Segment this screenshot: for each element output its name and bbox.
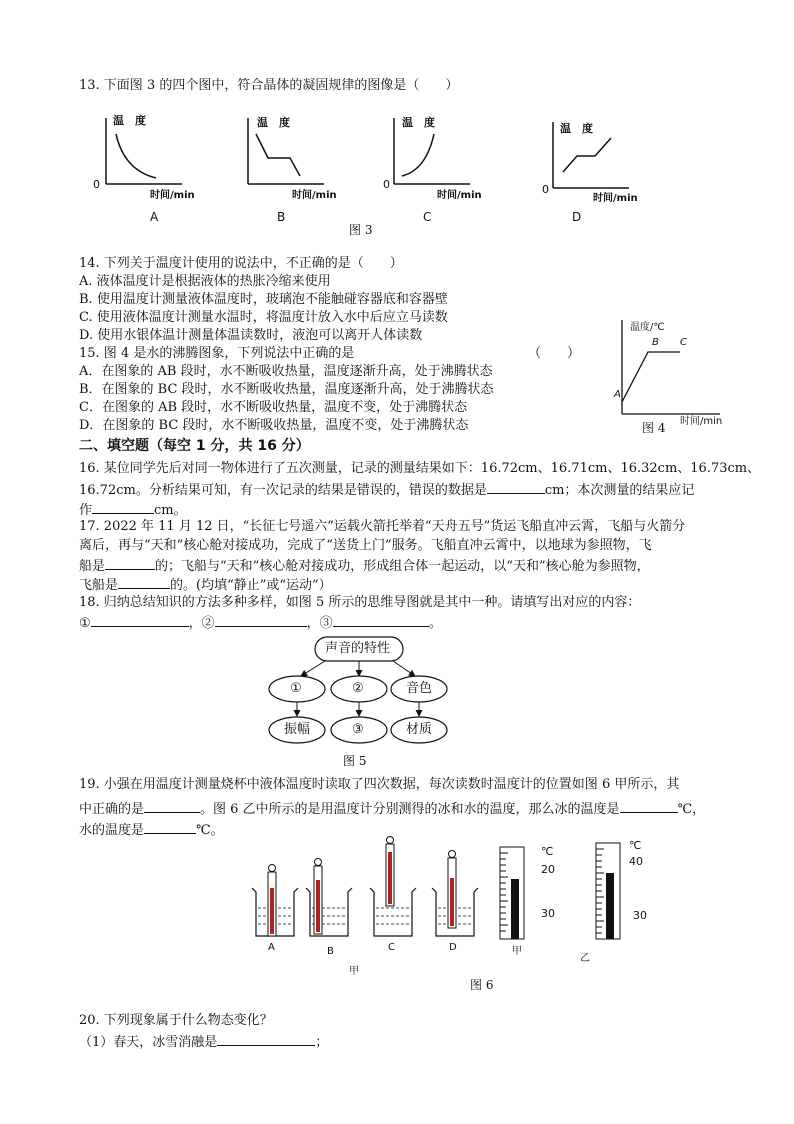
q16-blank-result[interactable] — [92, 500, 154, 514]
q16-line3: 作 cm。 — [79, 500, 187, 520]
q16-line2: 16.72cm。分析结果可知，有一次记录的结果是错误的，错误的数据是 cm；本次测量的结果应记 — [79, 480, 694, 500]
therm1-bottom: 30 — [541, 907, 555, 920]
q13-c-option: C — [423, 210, 432, 224]
q15-xlabel: 时间/min — [680, 416, 723, 427]
q15-paren: （ ） — [528, 346, 581, 361]
therm1-unit: ℃ — [541, 845, 554, 858]
q19-line3: 水的温度是 ℃。 — [79, 820, 224, 840]
beaker-b-label: B — [327, 946, 334, 957]
q18-line1: 18. 归纳总结知识的方法多种多样，如图 5 所示的思维导图就是其中一种。请填写出对应的内容： — [79, 595, 641, 610]
q20-blank-1[interactable] — [217, 1032, 315, 1046]
q15-option-c: C．在图象的 AB 段时，水不断吸收热量，温度不变，处于沸腾状态 — [79, 400, 468, 415]
q19-blank-ice[interactable] — [620, 799, 678, 813]
mindmap-n1: ① — [290, 681, 302, 696]
q13-a-xlabel: 时间/min — [150, 190, 195, 201]
q18-blank-2[interactable] — [215, 613, 307, 627]
mindmap-root: 声音的特性 — [325, 641, 391, 656]
q15-graph — [608, 318, 728, 418]
q17-line1: 17. 2022 年 11 月 12 日，“长征七号遥六”运载火箭托举着“天舟五号”货运飞船直冲云霄，飞船与火箭分 — [79, 519, 686, 534]
q13-b-option: B — [277, 210, 286, 224]
q13-a-origin: 0 — [93, 178, 100, 191]
q15-ylabel: 温度/℃ — [630, 322, 665, 333]
q14-option-a: A. 液体温度计是根据液体的热胀冷缩来使用 — [79, 274, 331, 289]
q13-d-option: D — [572, 210, 582, 224]
q13-b-xlabel: 时间/min — [292, 190, 337, 201]
q17-line2: 离后，再与“天和”核心舱对接成功，完成了“送货上门”服务。飞船直冲云霄中，以地球为参照物，飞 — [79, 538, 652, 553]
q17-line4: 飞船是 的。(均填“静止”或“运动”） — [79, 575, 332, 595]
q16-blank-error[interactable] — [487, 480, 545, 494]
yi-label: 乙 — [580, 953, 590, 964]
therm2-bottom: 30 — [633, 909, 647, 922]
q19-blank-correct[interactable] — [144, 799, 200, 813]
q18-caption: 图 5 — [343, 754, 367, 768]
q19-line1: 19. 小强在用温度计测量烧杯中液体温度时读取了四次数据，每次读数时温度计的位置如图 6 甲所示，其 — [79, 777, 680, 792]
therm2-unit: ℃ — [629, 839, 642, 852]
q20-item1: （1）春天，冰雪消融是 ； — [79, 1032, 328, 1052]
beaker-c-label: C — [388, 942, 395, 953]
mindmap-c2: ③ — [352, 722, 364, 737]
jia-scale-label: 甲 — [512, 946, 522, 957]
q13-caption: 图 3 — [349, 223, 373, 237]
q19-caption: 图 6 — [470, 978, 494, 992]
q20-stem: 20. 下列现象属于什么物态变化？ — [79, 1013, 273, 1028]
q17-blank-1[interactable] — [105, 556, 155, 570]
q17-blank-2[interactable] — [118, 575, 170, 589]
q13-c-origin: 0 — [383, 178, 390, 191]
q15-caption: 图 4 — [642, 421, 666, 435]
mindmap-n3: 音色 — [406, 681, 433, 696]
q19-line2: 中正确的是 。图 6 乙中所示的是用温度计分别测得的冰和水的温度，那么冰的温度是 ℃， — [79, 799, 705, 819]
q15-point-c: C — [680, 337, 687, 348]
q19-blank-water[interactable] — [144, 820, 196, 834]
q13-b-ylabel: 温 度 — [257, 116, 290, 129]
q13-c-xlabel: 时间/min — [437, 190, 482, 201]
q15-point-a: A — [614, 389, 621, 400]
q15-option-d: D．在图象的 BC 段时，水不断吸收热量，温度不变，处于沸腾状态 — [79, 418, 469, 433]
section2-title: 二、填空题（每空 1 分，共 16 分） — [79, 438, 310, 454]
q15-point-b: B — [652, 337, 659, 348]
q14-option-c: C. 使用液体温度计测量水温时，将温度计放入水中后应立马读数 — [79, 310, 448, 325]
q17-line3: 船是 的；飞船与“天和”核心舱对接成功，形成组合体一起运动，以“天和”核心舱为参照物， — [79, 556, 650, 576]
q13-stem: 13. 下面图 3 的四个图中，符合晶体的凝固规律的图像是（ ） — [79, 78, 459, 93]
beaker-d-label: D — [449, 942, 457, 953]
q18-blank-3[interactable] — [333, 613, 429, 627]
q13-a-ylabel: 温 度 — [113, 114, 146, 127]
q15-stem: 15. 图 4 是水的沸腾图象，下列说法中正确的是 — [79, 346, 355, 361]
q16-line1: 16. 某位同学先后对同一物体进行了五次测量，记录的测量结果如下：16.72cm、16.71cm、16.32cm、16.73cm、 — [79, 461, 761, 476]
q13-d-origin: 0 — [542, 183, 549, 196]
q14-option-d: D. 使用水银体温计测量体温读数时，液泡可以离开人体读数 — [79, 328, 423, 343]
mindmap-n2: ② — [352, 681, 364, 696]
beaker-a-label: A — [268, 942, 275, 953]
q15-option-b: B．在图象的 BC 段时，水不断吸收热量，温度逐渐升高，处于沸腾状态 — [79, 382, 494, 397]
q13-d-ylabel: 温 度 — [560, 122, 593, 135]
therm1-top: 20 — [541, 863, 555, 876]
therm2-top: 40 — [629, 855, 643, 868]
q14-option-b: B. 使用温度计测量液体温度时，玻璃泡不能触碰容器底和容器壁 — [79, 292, 448, 307]
q13-a-option: A — [150, 210, 159, 224]
mindmap-c1: 振幅 — [284, 722, 311, 737]
q13-d-xlabel: 时间/min — [593, 193, 638, 204]
q15-option-a: A．在图象的 AB 段时，水不断吸收热量，温度逐渐升高，处于沸腾状态 — [79, 364, 493, 379]
q13-c-ylabel: 温 度 — [402, 116, 435, 129]
mindmap-c3: 材质 — [406, 722, 433, 737]
jia-label: 甲 — [349, 966, 359, 977]
q18-line2: ① ，② ，③ 。 — [79, 613, 442, 633]
q14-stem: 14. 下列关于温度计使用的说法中，不正确的是（ ） — [79, 256, 403, 271]
q18-blank-1[interactable] — [91, 613, 189, 627]
q19-beakers — [248, 830, 480, 940]
